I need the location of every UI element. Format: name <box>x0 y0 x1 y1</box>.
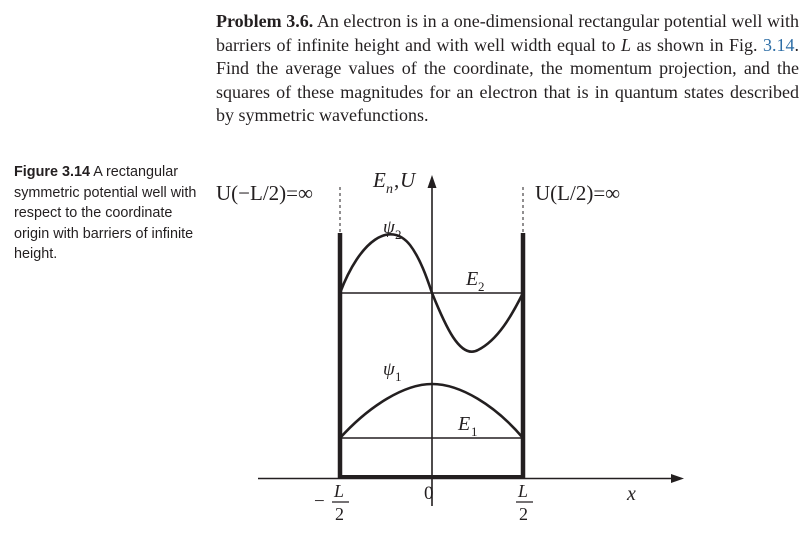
psi2-label: ψ <box>383 217 395 238</box>
right-tick-2: 2 <box>519 504 528 524</box>
y-axis-arrow-icon <box>428 175 437 188</box>
psi1-label: ψ <box>383 359 395 380</box>
y-axis-label-E: E <box>373 168 386 192</box>
E2-label: E <box>466 268 479 290</box>
x-axis-label: x <box>627 483 636 505</box>
problem-L: L <box>620 34 631 55</box>
problem-text-1: An electron is in a one-dimensional rectangular potential well with barriers of infinite height and with well width equal to <box>216 11 800 55</box>
y-axis-label-U: U <box>400 168 416 192</box>
left-tick-2: 2 <box>335 504 344 524</box>
problem-text-2: as shown in Fig. <box>630 34 764 55</box>
right-barrier-label: U(L/2)=∞ <box>535 181 621 205</box>
x-axis-arrow-icon <box>671 474 684 483</box>
origin-label: 0 <box>424 483 434 504</box>
right-tick-L: L <box>518 481 529 501</box>
caption-label: Figure 3.14 <box>14 164 90 180</box>
problem-text-3: . Find the average values of the coordinate, the momentum projection, and the squares of these magnitudes for an electron that is in quantum states described by symmetric wavefunctions. <box>216 34 800 125</box>
psi1-subscript: 1 <box>395 369 402 384</box>
E1-label: E <box>458 413 471 435</box>
E2-subscript: 2 <box>478 279 485 294</box>
y-axis-label-sub: n <box>386 182 393 197</box>
psi2-subscript: 2 <box>395 227 402 242</box>
left-barrier-label: U(−L/2)=∞ <box>216 181 313 205</box>
y-axis-label-comma: , <box>394 168 400 192</box>
left-tick-L: L <box>334 481 345 501</box>
neg-sign: − <box>314 491 325 512</box>
problem-label: Problem 3.6. <box>216 11 314 31</box>
caption-text: A rectangular symmetric potential well with respect to the coordinate origin with barriers of infinite height. <box>14 164 197 262</box>
figure-reference-link[interactable]: 3.14 <box>763 34 795 55</box>
E1-subscript: 1 <box>471 424 478 439</box>
